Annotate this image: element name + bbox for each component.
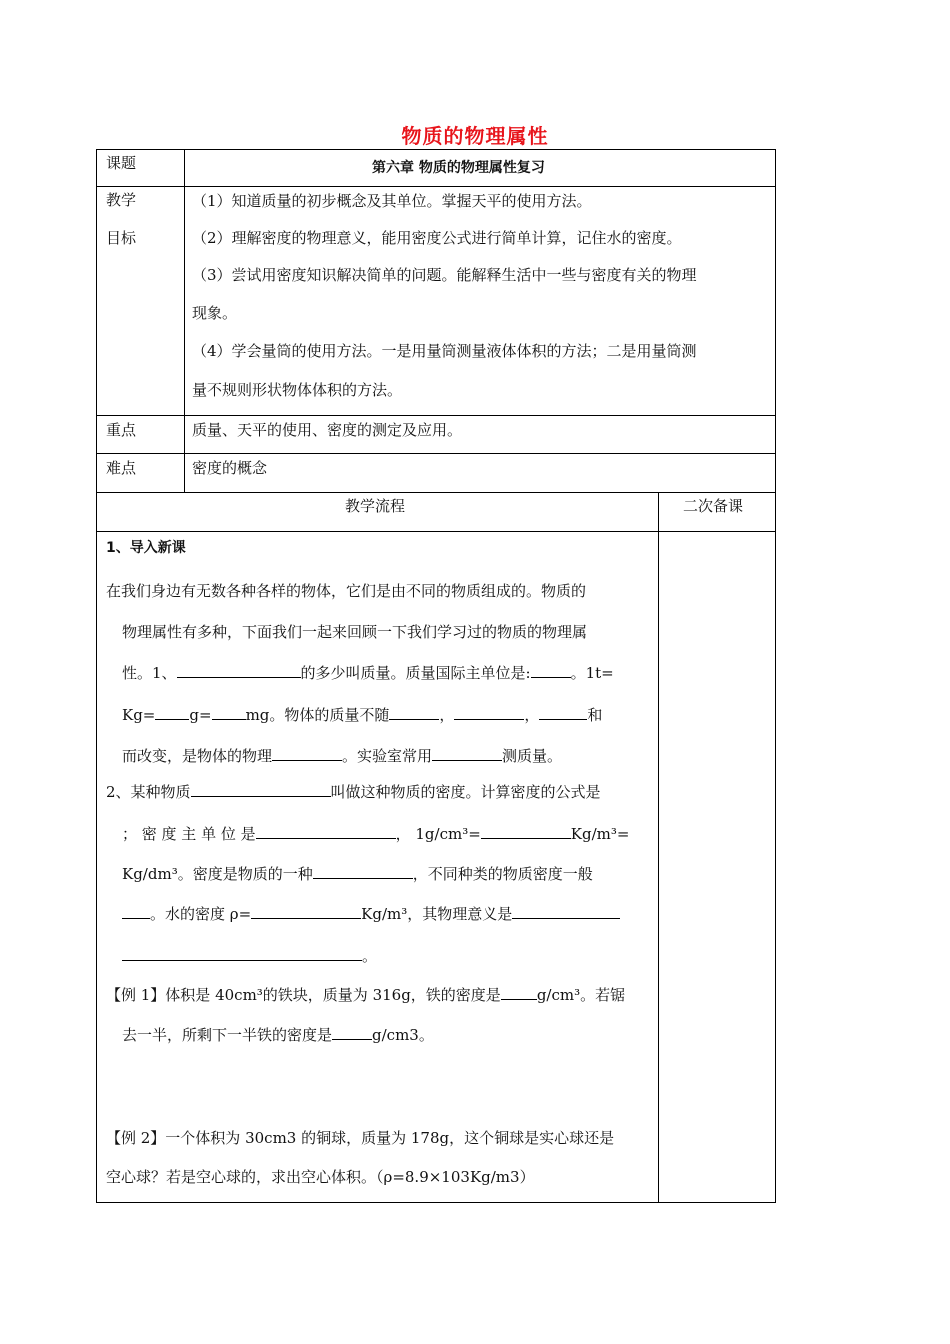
text: 去一半，所剩下一半铁的密度是 [122, 1026, 333, 1044]
row-divider [96, 453, 776, 454]
density-fill-line [122, 823, 629, 844]
table-border-left [96, 149, 97, 1203]
example-2: 空心球？若是空心球的，求出空心体积。（ρ=8.9×103Kg/m3） [106, 1168, 535, 1186]
row-divider [96, 531, 776, 532]
goal-item: 现象。 [192, 304, 238, 322]
blank[interactable] [432, 746, 502, 761]
blank[interactable] [501, 985, 537, 1000]
text: 性。1、 [122, 664, 177, 682]
difficulty-value: 密度的概念 [192, 459, 268, 477]
blank[interactable] [272, 746, 342, 761]
side-column-divider [658, 492, 659, 1203]
text: 。 [362, 947, 378, 965]
blank[interactable] [122, 946, 362, 961]
text: 和 [587, 706, 603, 724]
key-value: 质量、天平的使用、密度的测定及应用。 [192, 421, 463, 439]
goals-label: 教学 [106, 191, 137, 209]
mass-fill-line [122, 662, 614, 683]
density-fill-line [122, 863, 593, 884]
text: Kg= [122, 706, 156, 724]
row-divider [96, 186, 776, 187]
text: ， 1g/cm³= [395, 825, 481, 843]
goal-item: （1）知道质量的初步概念及其单位。掌握天平的使用方法。 [192, 192, 592, 210]
text: 的多少叫质量。质量国际主单位是: [300, 664, 531, 682]
mass-fill-line [122, 704, 602, 725]
text: g= [189, 706, 212, 724]
text: Kg/m³，其物理意义是 [361, 905, 513, 923]
density-fill-line [122, 945, 377, 966]
text: 【例 1】体积是 40cm³的铁块，质量为 316g，铁的密度是 [106, 986, 501, 1004]
blank[interactable] [155, 705, 189, 720]
density-fill-line [122, 903, 620, 924]
topic-value: 第六章 物质的物理属性复习 [372, 160, 545, 176]
blank[interactable] [212, 705, 246, 720]
intro-line: 在我们身边有无数各种各样的物体，它们是由不同的物质组成的。物质的 [106, 582, 587, 600]
page-title: 物质的物理属性 [401, 124, 549, 148]
blank[interactable] [177, 663, 301, 678]
text: ， [439, 706, 455, 724]
topic-label: 课题 [106, 154, 137, 172]
table-border-top [96, 149, 776, 150]
label-column-divider [184, 149, 185, 493]
text: g/cm3。 [372, 1026, 434, 1044]
text: 。水的密度 ρ= [150, 905, 252, 923]
flow-column-header: 教学流程 [345, 497, 406, 515]
example-1 [106, 984, 625, 1005]
text: 测质量。 [502, 747, 563, 765]
difficulty-label: 难点 [106, 459, 137, 477]
table-border-bottom [96, 1202, 776, 1203]
blank[interactable] [454, 705, 524, 720]
blank[interactable] [122, 904, 150, 919]
row-divider [96, 492, 776, 493]
blank[interactable] [389, 705, 439, 720]
goal-item: 量不规则形状物体体积的方法。 [192, 381, 403, 399]
text: ，不同种类的物质密度一般 [412, 865, 593, 883]
text: Kg/dm³。密度是物质的一种 [122, 865, 313, 883]
text: g/cm³。若锯 [536, 986, 626, 1004]
example-2: 【例 2】一个体积为 30cm3 的铜球，质量为 178g，这个铜球是实心球还是 [106, 1129, 615, 1147]
goal-item: （3）尝试用密度知识解决简单的问题。能解释生活中一些与密度有关的物理 [192, 266, 697, 284]
key-label: 重点 [106, 421, 137, 439]
mass-fill-line [122, 745, 562, 766]
text: 。实验室常用 [342, 747, 433, 765]
text: 。1t= [570, 664, 614, 682]
goal-item: （4）学会量筒的使用方法。一是用量筒测量液体体积的方法；二是用量筒测 [192, 342, 697, 360]
intro-line: 物理属性有多种，下面我们一起来回顾一下我们学习过的物质的物理属 [122, 623, 588, 641]
text: 而改变，是物体的物理 [122, 747, 273, 765]
blank[interactable] [539, 705, 587, 720]
blank[interactable] [251, 904, 361, 919]
blank[interactable] [481, 824, 571, 839]
blank[interactable] [512, 904, 620, 919]
goals-label: 目标 [106, 229, 137, 247]
table-border-right [775, 149, 776, 1203]
text: 叫做这种物质的密度。计算密度的公式是 [330, 783, 601, 801]
blank[interactable] [313, 864, 413, 879]
text: mg。物体的质量不随 [245, 706, 390, 724]
row-divider [96, 415, 776, 416]
density-fill-line [106, 781, 601, 802]
blank[interactable] [256, 824, 396, 839]
text: ； 密 度 主 单 位 是 [122, 825, 256, 843]
notes-column-header: 二次备课 [683, 497, 744, 515]
blank[interactable] [191, 782, 331, 797]
section-heading: 1、导入新课 [106, 540, 186, 556]
blank[interactable] [332, 1025, 372, 1040]
text: 2、某种物质 [106, 783, 191, 801]
text: ， [524, 706, 540, 724]
goal-item: （2）理解密度的物理意义，能用密度公式进行简单计算，记住水的密度。 [192, 229, 682, 247]
text: Kg/m³= [570, 825, 630, 843]
blank[interactable] [531, 663, 571, 678]
example-1 [122, 1024, 434, 1045]
